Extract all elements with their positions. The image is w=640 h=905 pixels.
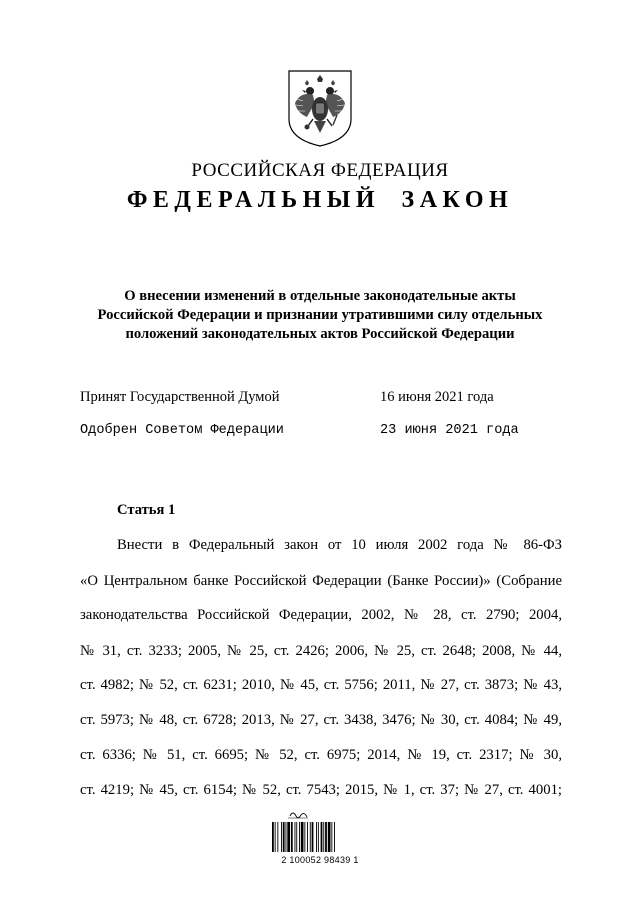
adoption-date: 23 июня 2021 года	[380, 423, 519, 438]
article-line: ст. 5973; № 48, ст. 6728; 2013, № 27, ст. 3438, 3476; № 30, ст. 4084; № 49,	[80, 712, 562, 728]
coat-of-arms-emblem	[287, 69, 353, 148]
article-line: Внести в Федеральный закон от 10 июля 2002 года № 86-ФЗ	[117, 537, 562, 553]
law-title-line: положений законодательных актов Российской Федерации	[125, 326, 515, 342]
article-line: законодательства Российской Федерации, 2002, № 28, ст. 2790; 2004,	[80, 607, 562, 623]
document-type: ФЕДЕРАЛЬНЫЙ ЗАКОН	[126, 187, 514, 213]
article-line: ст. 4982; № 52, ст. 6231; 2010, № 45, ст. 5756; 2011, № 27, ст. 3873; № 43,	[80, 677, 562, 693]
article-line: «О Центральном банке Российской Федерации (Банке России)» (Собрание	[80, 573, 562, 589]
barcode-number: 2 100052 98439 1	[281, 855, 359, 865]
barcode	[268, 808, 372, 864]
article-line: ст. 4219; № 45, ст. 6154; № 52, ст. 7543; 2015, № 1, ст. 37; № 27, ст. 4001;	[80, 782, 562, 798]
article-heading: Статья 1	[117, 502, 176, 518]
country-name: РОССИЙСКАЯ ФЕДЕРАЦИЯ	[191, 160, 449, 181]
double-headed-eagle-icon	[287, 69, 353, 148]
law-title	[80, 287, 560, 344]
law-title-line: Российской Федерации и признании утратившими силу отдельных	[97, 307, 543, 323]
article-line: ст. 6336; № 51, ст. 6695; № 52, ст. 6975; 2014, № 19, ст. 2317; № 30,	[80, 747, 562, 763]
adoption-label: Одобрен Советом Федерации	[80, 423, 284, 438]
barcode-icon	[268, 808, 372, 854]
article-line: № 31, ст. 3233; 2005, № 25, ст. 2426; 2006, № 25, ст. 2648; 2008, № 44,	[80, 643, 562, 659]
adoption-label: Принят Государственной Думой	[80, 389, 280, 405]
law-title-line: О внесении изменений в отдельные законодательные акты	[124, 288, 516, 304]
adoption-date: 16 июня 2021 года	[380, 389, 494, 405]
